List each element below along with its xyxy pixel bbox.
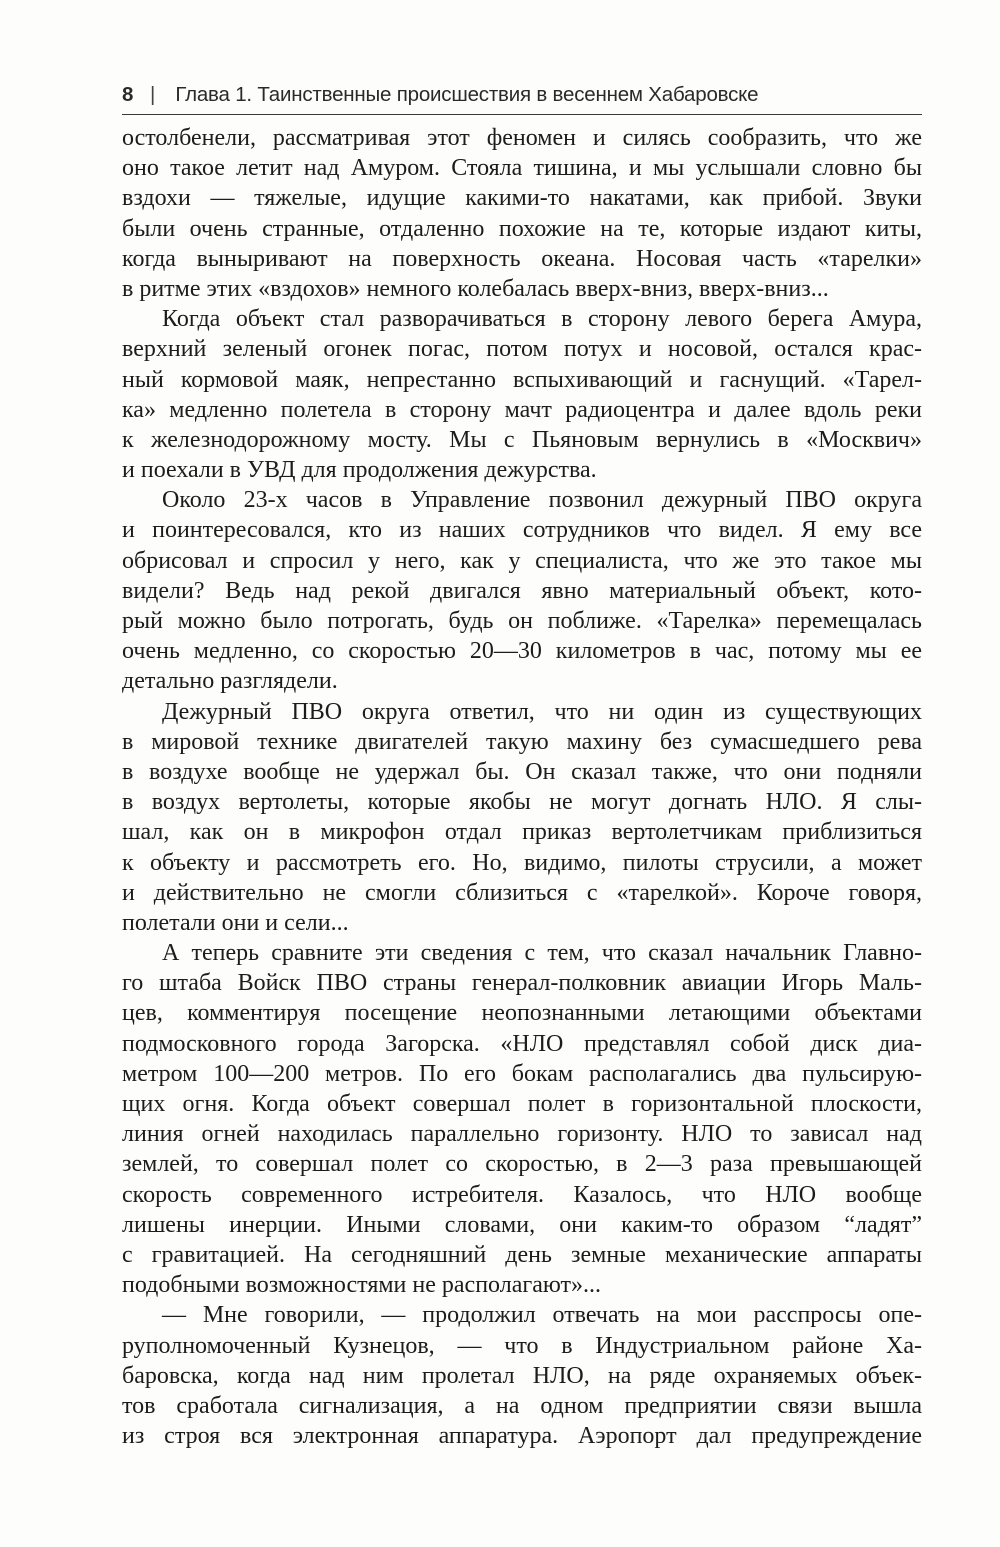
text-line: к железнодорожному мосту. Мы с Пьяновым вернулись в «Москвич» [122,426,922,453]
text-line: когда выныривают на поверхность океана. Носовая часть «тарелки» [122,245,922,272]
text-line: ный кормовой маяк, непрестанно вспыхивающий и гаснущий. «Тарел- [122,366,922,393]
text-line: и поинтересовался, кто из наших сотрудников что видел. Я ему все [122,517,922,544]
text-line: полетали они и сели... [122,909,349,936]
text-line: в воздухе вообще не удержал бы. Он сказал также, что они подняли [122,758,922,785]
text-line: подобными возможностями не располагают»... [122,1272,601,1299]
text-line: остолбенели, рассматривая этот феномен и силясь сообразить, что же [122,125,922,151]
paragraph [122,938,922,1300]
text-line: с гравитацией. На сегодняшний день земные механические аппараты [122,1241,922,1268]
header-separator: | [150,83,156,106]
book-page [122,78,922,1451]
text-line: землей, то совершал полет со скоростью, в 2—3 раза превышающей [122,1151,922,1178]
text-line: линия огней находилась параллельно горизонту. НЛО то зависал над [122,1121,922,1148]
paragraph [122,1300,922,1451]
text-line: и поехали в УВД для продолжения дежурства. [122,457,597,484]
text-line: тов сработала сигнализация, а на одном предприятии связи вышла [122,1392,922,1419]
text-line: метром 100—200 метров. По его бокам располагались два пульсирую- [122,1060,922,1087]
text-line: го штаба Войск ПВО страны генерал-полковник авиации Игорь Маль- [122,970,922,997]
text-line: и действительно не смогли сблизиться с «тарелкой». Короче говоря, [122,879,922,906]
text-line: щих огня. Когда объект совершал полет в горизонтальной плоскости, [122,1091,922,1117]
running-header [122,78,922,112]
text-line: из строя вся электронная аппаратура. Аэропорт дал предупреждение [122,1423,922,1450]
paragraph [122,123,922,304]
text-line: Дежурный ПВО округа ответил, что ни один из существующих [162,698,922,725]
text-line: — Мне говорили, — продолжил отвечать на мои расспросы опе- [162,1302,922,1329]
text-line: Около 23-х часов в Управление позвонил дежурный ПВО округа [162,487,922,514]
text-line: вздохи — тяжелые, идущие какими-то накатами, как прибой. Звуки [122,185,922,212]
header-rule [122,114,922,115]
chapter-title: Глава 1. Таинственные происшествия в весеннем Хабаровске [175,83,759,106]
text-line: в мировой технике двигателей такую махину без сумасшедшего рева [122,728,922,755]
text-line: видели? Ведь над рекой двигался явно материальный объект, кото- [122,577,922,604]
text-line: были очень странные, отдаленно похожие на те, которые издают киты, [122,215,922,242]
text-line: оно такое летит над Амуром. Стояла тишина, и мы услышали словно бы [122,155,922,182]
text-line: к объекту и рассмотреть его. Но, видимо, пилоты струсили, а может [122,849,922,876]
text-line: обрисовал и спросил у него, как у специалиста, что же это такое мы [122,547,922,574]
text-line: шал, как он в микрофон отдал приказ вертолетчикам приблизиться [122,819,922,846]
paragraph [122,304,922,485]
text-line: ка» медленно полетела в сторону мачт радиоцентра и далее вдоль реки [122,396,922,423]
paragraph [122,485,922,696]
text-line: верхний зеленый огонек погас, потом потух и носовой, остался крас- [122,336,922,363]
page-number: 8 [122,83,134,106]
text-line: очень медленно, со скоростью 20—30 километров в час, потому мы ее [122,638,922,665]
text-line: лишены инерции. Иными словами, они каким-то образом “ладят” [122,1211,922,1238]
paragraph [122,697,922,939]
text-line: в ритме этих «вздохов» немного колебалась вверх-вниз, вверх-вниз... [122,275,829,302]
text-line: в воздух вертолеты, которые якобы не могут догнать НЛО. Я слы- [122,789,922,816]
text-line: баровска, когда над ним пролетал НЛО, на ряде охраняемых объек- [122,1362,922,1389]
text-line: детально разглядели. [122,668,338,695]
body-text [122,123,922,1451]
text-line: Когда объект стал разворачиваться в сторону левого берега Амура, [162,306,922,333]
text-line: руполномоченный Кузнецов, — что в Индустриальном районе Ха- [122,1332,922,1359]
text-line: А теперь сравните эти сведения с тем, что сказал начальник Главно- [162,940,922,967]
text-line: подмосковного города Загорска. «НЛО представлял собой диск диа- [122,1030,922,1057]
text-line: цев, комментируя посещение неопознанными летающими объектами [122,1000,922,1027]
text-line: скорость современного истребителя. Казалось, что НЛО вообще [122,1181,922,1208]
text-line: рый можно было потрогать, будь он поближе. «Тарелка» перемещалась [122,608,922,634]
